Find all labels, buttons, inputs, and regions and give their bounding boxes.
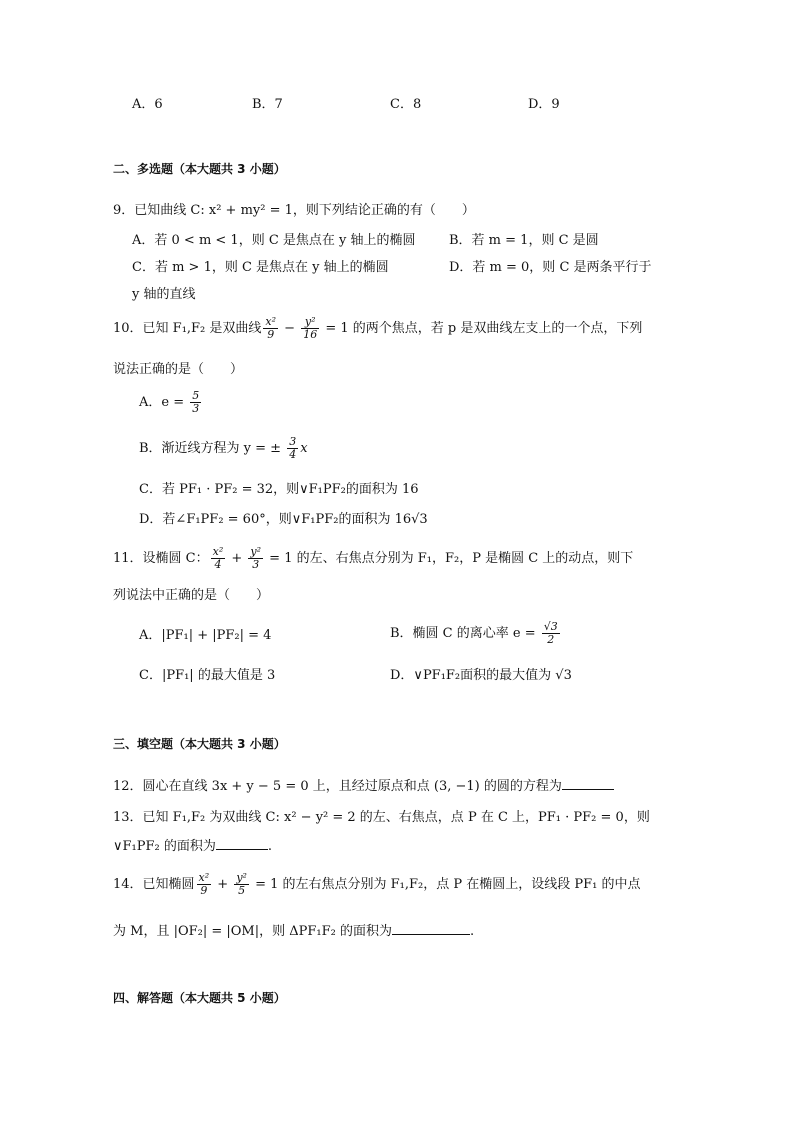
q11-fraction-x: [211, 546, 226, 571]
q10-option-b-post: x: [300, 441, 308, 456]
q11-stem: [113, 546, 633, 572]
q11-stem-post: = 1 的左、右焦点分别为 F₁，F₂，P 是椭圆 C 上的动点，则下: [265, 551, 634, 566]
q14-frac2-num: y²: [236, 871, 247, 884]
q14-fraction-x: [197, 872, 212, 897]
q13-cont-text: ∨F₁PF₂ 的面积为: [113, 839, 216, 854]
q11-frac1-den: 4: [214, 558, 222, 571]
q9-option-a: A．若 0 < m < 1，则 C 是焦点在 y 轴上的椭圆: [132, 233, 416, 248]
q14-frac2-den: 5: [238, 884, 246, 897]
q12-answer-blank[interactable]: [562, 777, 614, 790]
q9-option-d: D．若 m = 0，则 C 是两条平行于: [449, 260, 652, 275]
q10-frac2-num: y²: [301, 316, 319, 329]
q10-a-den: 3: [192, 402, 200, 415]
q11-frac2-den: 3: [252, 558, 260, 571]
q10-a-num: 5: [192, 389, 200, 402]
q8-option-b: B．7: [252, 97, 283, 112]
q11-option-c: C．|PF₁| 的最大值是 3: [139, 668, 276, 683]
q14-stem-post: = 1 的左右焦点分别为 F₁,F₂，点 P 在椭圆上，设线段 PF₁ 的中点: [250, 877, 641, 892]
q10-frac1-den: 9: [267, 328, 275, 341]
q14-continued: [113, 922, 474, 941]
q11-fraction-y: [248, 546, 263, 571]
q8-option-c: C．8: [390, 97, 422, 112]
q11-stem-pre: 11．设椭圆 C：: [113, 551, 209, 566]
q14-answer-blank[interactable]: [392, 922, 470, 935]
q10-minus: −: [280, 321, 300, 336]
q11-plus: +: [227, 551, 247, 566]
q10-fraction-x: [263, 316, 278, 341]
q11-b-num: √3: [543, 620, 558, 633]
q10-option-a: [139, 390, 203, 416]
q10-option-a-fraction: [190, 390, 201, 415]
q11-stem-continued: 列说法中正确的是（ ）: [113, 588, 270, 603]
q10-option-d: D．若∠F₁PF₂ = 60°，则∨F₁PF₂的面积为 16√3: [139, 512, 428, 527]
q14-stem-pre: 14．已知椭圆: [113, 877, 195, 892]
q10-option-b-pre: B．渐近线方程为 y = ±: [139, 441, 286, 456]
q11-frac1-num: x²: [212, 545, 224, 558]
q11-option-a: A．|PF₁| + |PF₂| = 4: [139, 628, 272, 643]
q10-frac1-num: x²: [265, 315, 277, 328]
q8-option-d: D．9: [528, 97, 560, 112]
section-4-heading: 四、解答题（本大题共 5 小题）: [113, 991, 286, 1005]
q13-end: .: [267, 839, 272, 854]
q10-b-den: 4: [289, 448, 297, 461]
q9-option-d-continued: y 轴的直线: [132, 287, 196, 302]
q8-option-a: A．6: [132, 97, 163, 112]
q9-option-c: C．若 m > 1，则 C 是焦点在 y 轴上的椭圆: [132, 260, 389, 275]
q14-plus: +: [213, 877, 233, 892]
q9-stem: 9．已知曲线 C: x² + my² = 1，则下列结论正确的有（ ）: [113, 203, 475, 218]
q11-option-b-fraction: [542, 621, 560, 646]
q13-continued: [113, 837, 272, 856]
q10-stem-post: = 1 的两个焦点，若 p 是双曲线左支上的一个点，下列: [321, 321, 643, 336]
q14-cont-text: 为 M，且 |OF₂| = |OM|，则 ΔPF₁F₂ 的面积为: [113, 924, 392, 939]
q10-stem-pre: 10．已知 F₁,F₂ 是双曲线: [113, 321, 262, 336]
q10-option-b-fraction: [287, 436, 298, 461]
q9-option-b: B．若 m = 1，则 C 是圆: [449, 233, 599, 248]
q11-option-d: D．∨PF₁F₂面积的最大值为 √3: [390, 668, 572, 683]
q13-answer-blank[interactable]: [216, 837, 268, 850]
q11-b-den: 2: [547, 633, 555, 646]
q10-b-num: 3: [289, 435, 297, 448]
q10-option-c: C．若 PF₁ · PF₂ = 32，则∨F₁PF₂的面积为 16: [139, 482, 419, 497]
q14-fraction-y: [234, 872, 249, 897]
q12: [113, 777, 614, 796]
q10-stem: [113, 316, 642, 342]
q11-option-b-pre: B．椭圆 C 的离心率 e =: [390, 626, 540, 641]
q14-frac1-den: 9: [200, 884, 208, 897]
q11-option-b: [390, 621, 562, 647]
q14-stem: [113, 872, 641, 898]
q10-option-a-pre: A．e =: [139, 395, 189, 410]
q14-frac1-num: x²: [198, 871, 210, 884]
q12-text: 12．圆心在直线 3x + y − 5 = 0 上，且经过原点和点 (3, −1) 的圆的方程为: [113, 779, 562, 794]
q10-frac2-den: 16: [303, 328, 318, 341]
section-3-heading: 三、填空题（本大题共 3 小题）: [113, 737, 286, 751]
q11-frac2-num: y²: [250, 545, 262, 558]
section-2-heading: 二、多选题（本大题共 3 小题）: [113, 162, 286, 176]
q14-end: .: [469, 924, 475, 939]
q10-stem-continued: 说法正确的是（ ）: [113, 362, 244, 377]
q10-fraction-y: [301, 316, 319, 341]
q13-text: 13．已知 F₁,F₂ 为双曲线 C: x² − y² = 2 的左、右焦点，点 P 在 C 上，PF₁ · PF₂ = 0，则: [113, 810, 650, 825]
q10-option-b: [139, 436, 308, 462]
